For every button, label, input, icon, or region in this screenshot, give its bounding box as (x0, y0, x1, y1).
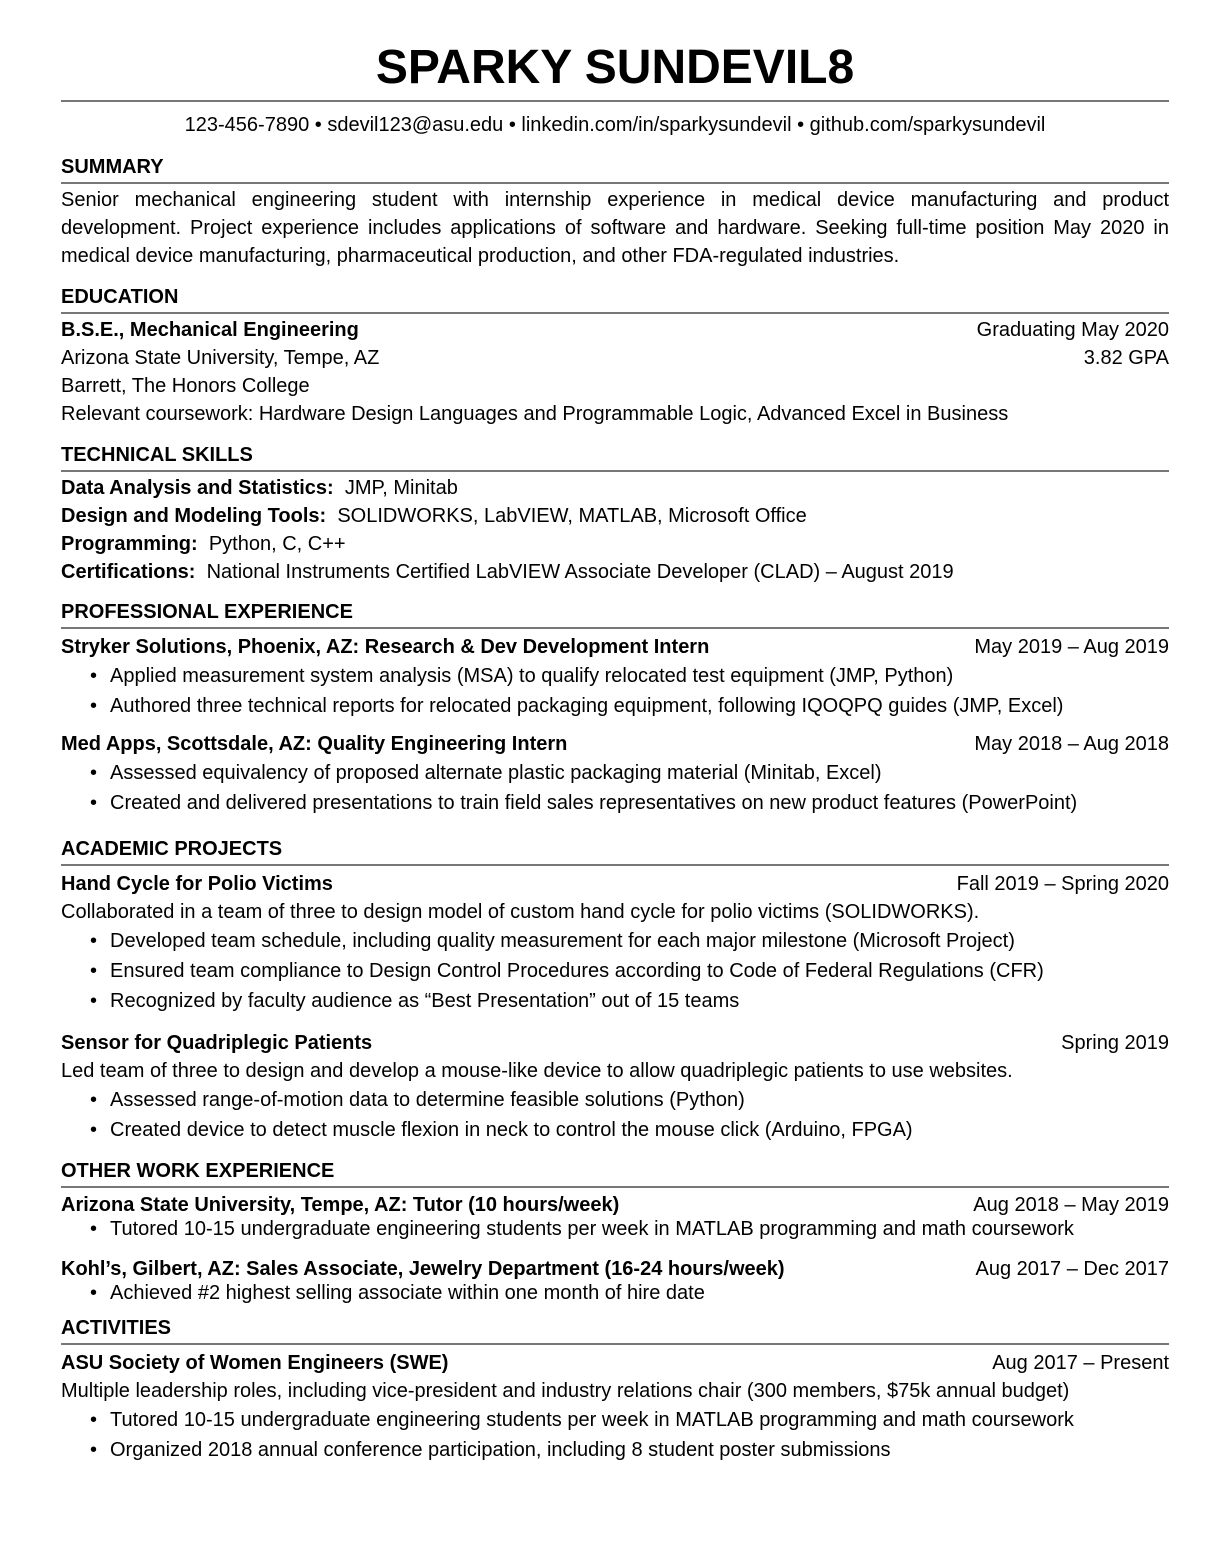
bullet-icon: • (90, 990, 98, 1012)
section-title: OTHER WORK EXPERIENCE (61, 1158, 1169, 1188)
bullet-text: Applied measurement system analysis (MSA) to qualify relocated test equipment (JMP, Python) (110, 665, 954, 687)
candidate-name: SPARKY SUNDEVIL8 (375, 41, 855, 94)
skill-row (61, 474, 1169, 502)
job-date: Aug 2017 – Dec 2017 (975, 1258, 1169, 1280)
job-bullets (61, 1218, 1169, 1240)
bullet-icon: • (90, 930, 98, 952)
skill-label: Design and Modeling Tools: (61, 505, 327, 527)
bullet-icon: • (90, 1409, 98, 1431)
project-date: Spring 2019 (1061, 1032, 1169, 1054)
bullet-text: Achieved #2 highest selling associate within one month of hire date (110, 1282, 705, 1304)
contact-line: 123-456-7890 • sdevil123@asu.edu • linkedin.com/in/sparkysundevil • github.com/sparkysundevil (184, 114, 1046, 136)
summary-text: Senior mechanical engineering student with internship experience in medical device manufacturing and product development. Project experience includes applications of software and hardware. Seeking full-time position May 2020 in medical device manufacturing, pharmaceutical production, and other FDA-regulated industries. (61, 189, 1169, 267)
job-bullets (61, 661, 1169, 721)
gpa: 3.82 GPA (1083, 347, 1169, 369)
project-desc-text: Led team of three to design and develop a mouse-like device to allow quadriplegic patients to use websites. (61, 1060, 1013, 1082)
job-heading: Kohl’s, Gilbert, AZ: Sales Associate, Jewelry Department (16-24 hours/week) (61, 1258, 785, 1280)
project-heading-row (61, 870, 1169, 898)
summary-section (61, 154, 1169, 270)
bullet-item (61, 758, 1169, 788)
job-date: May 2018 – Aug 2018 (974, 733, 1169, 755)
degree: B.S.E., Mechanical Engineering (61, 319, 359, 341)
skills-section (61, 442, 1169, 586)
project-desc (61, 898, 1169, 926)
school-row (61, 344, 1169, 372)
bullet-item (61, 1282, 1169, 1304)
graduation-date: Graduating May 2020 (976, 319, 1169, 341)
bullet-text: Ensured team compliance to Design Control Procedures according to Code of Federal Regulations (CFR) (110, 960, 1044, 982)
job-heading: Med Apps, Scottsdale, AZ: Quality Engineering Intern (61, 733, 568, 755)
section-title: ACTIVITIES (61, 1315, 1169, 1345)
professional-experience-section (61, 599, 1169, 818)
degree-row (61, 316, 1169, 344)
project-bullets (61, 926, 1169, 1016)
section-title: EDUCATION (61, 284, 1169, 314)
activity-bullets (61, 1405, 1169, 1465)
bullet-item (61, 926, 1169, 956)
activity-desc (61, 1377, 1169, 1405)
skill-value: Python, C, C++ (208, 533, 346, 555)
skill-value: National Instruments Certified LabVIEW Associate Developer (CLAD) – August 2019 (206, 561, 954, 583)
activities-section (61, 1315, 1169, 1465)
bullet-item (61, 691, 1169, 721)
job-heading-row (61, 633, 1169, 661)
job-date: May 2019 – Aug 2019 (974, 636, 1169, 658)
bullet-item (61, 1435, 1169, 1465)
section-title: TECHNICAL SKILLS (61, 442, 1169, 472)
project-date: Fall 2019 – Spring 2020 (956, 873, 1169, 895)
activity-desc-text: Multiple leadership roles, including vice-president and industry relations chair (300 members, $75k annual budget) (61, 1380, 1070, 1402)
bullet-item (61, 986, 1169, 1016)
project-title: Sensor for Quadriplegic Patients (61, 1032, 373, 1054)
job-heading-row (61, 1192, 1169, 1218)
bullet-item (61, 661, 1169, 691)
skill-row (61, 558, 1169, 586)
project-bullets (61, 1085, 1169, 1145)
job-heading: Stryker Solutions, Phoenix, AZ: Research & Dev Development Intern (61, 636, 710, 658)
coursework (61, 400, 1169, 428)
skill-label: Data Analysis and Statistics: (61, 477, 334, 499)
bullet-icon: • (90, 695, 98, 717)
bullet-item (61, 1405, 1169, 1435)
bullet-text: Authored three technical reports for relocated packaging equipment, following IQOQPQ guides (JMP, Excel) (110, 695, 1064, 717)
bullet-icon: • (90, 762, 98, 784)
honors-college (61, 372, 1169, 400)
bullet-item (61, 1218, 1169, 1240)
bullet-icon: • (90, 1218, 98, 1240)
bullet-icon: • (90, 1119, 98, 1141)
honors-college-text: Barrett, The Honors College (61, 375, 310, 397)
school: Arizona State University, Tempe, AZ (61, 347, 380, 369)
bullet-icon: • (90, 792, 98, 814)
bullet-text: Developed team schedule, including quality measurement for each major milestone (Microsoft Project) (110, 930, 1015, 952)
header-divider (61, 100, 1169, 102)
activity-date: Aug 2017 – Present (992, 1352, 1169, 1374)
bullet-item (61, 1085, 1169, 1115)
skill-label: Certifications: (61, 561, 196, 583)
project-heading-row (61, 1029, 1169, 1057)
job-heading-row (61, 1256, 1169, 1282)
bullet-text: Created and delivered presentations to train field sales representatives on new product features (PowerPoint) (110, 792, 1078, 814)
bullet-text: Organized 2018 annual conference participation, including 8 student poster submissions (110, 1439, 891, 1461)
activity-heading-row (61, 1349, 1169, 1377)
bullet-item (61, 788, 1169, 818)
activity-heading: ASU Society of Women Engineers (SWE) (61, 1352, 449, 1374)
bullet-text: Assessed equivalency of proposed alternate plastic packaging material (Minitab, Excel) (110, 762, 882, 784)
skill-label: Programming: (61, 533, 198, 555)
bullet-item (61, 1115, 1169, 1145)
section-title: PROFESSIONAL EXPERIENCE (61, 599, 1169, 629)
education-section (61, 284, 1169, 428)
bullet-icon: • (90, 665, 98, 687)
bullet-icon: • (90, 1089, 98, 1111)
bullet-icon: • (90, 960, 98, 982)
bullet-text: Recognized by faculty audience as “Best Presentation” out of 15 teams (110, 990, 740, 1012)
project-desc-text: Collaborated in a team of three to design model of custom hand cycle for polio victims (SOLIDWORKS). (61, 901, 980, 923)
skill-value: JMP, Minitab (344, 477, 458, 499)
project-title: Hand Cycle for Polio Victims (61, 873, 333, 895)
project-desc (61, 1057, 1169, 1085)
skill-row (61, 502, 1169, 530)
coursework-text: Relevant coursework: Hardware Design Languages and Programmable Logic, Advanced Excel in Business (61, 403, 1009, 425)
academic-projects-section (61, 836, 1169, 1145)
job-heading: Arizona State University, Tempe, AZ: Tutor (10 hours/week) (61, 1194, 620, 1216)
section-title: ACADEMIC PROJECTS (61, 836, 1169, 866)
job-heading-row (61, 730, 1169, 758)
bullet-item (61, 956, 1169, 986)
skill-value: SOLIDWORKS, LabVIEW, MATLAB, Microsoft Office (337, 505, 807, 527)
other-work-section (61, 1158, 1169, 1304)
bullet-icon: • (90, 1282, 98, 1304)
skill-row (61, 530, 1169, 558)
bullet-text: Assessed range-of-motion data to determine feasible solutions (Python) (110, 1089, 745, 1111)
bullet-text: Tutored 10-15 undergraduate engineering students per week in MATLAB programming and math coursework (110, 1409, 1074, 1431)
section-title: SUMMARY (61, 154, 1169, 184)
job-bullets (61, 758, 1169, 818)
job-date: Aug 2018 – May 2019 (973, 1194, 1169, 1216)
job-bullets (61, 1282, 1169, 1304)
bullet-icon: • (90, 1439, 98, 1461)
bullet-text: Created device to detect muscle flexion in neck to control the mouse click (Arduino, FPGA) (110, 1119, 913, 1141)
bullet-text: Tutored 10-15 undergraduate engineering students per week in MATLAB programming and math coursework (110, 1218, 1074, 1240)
